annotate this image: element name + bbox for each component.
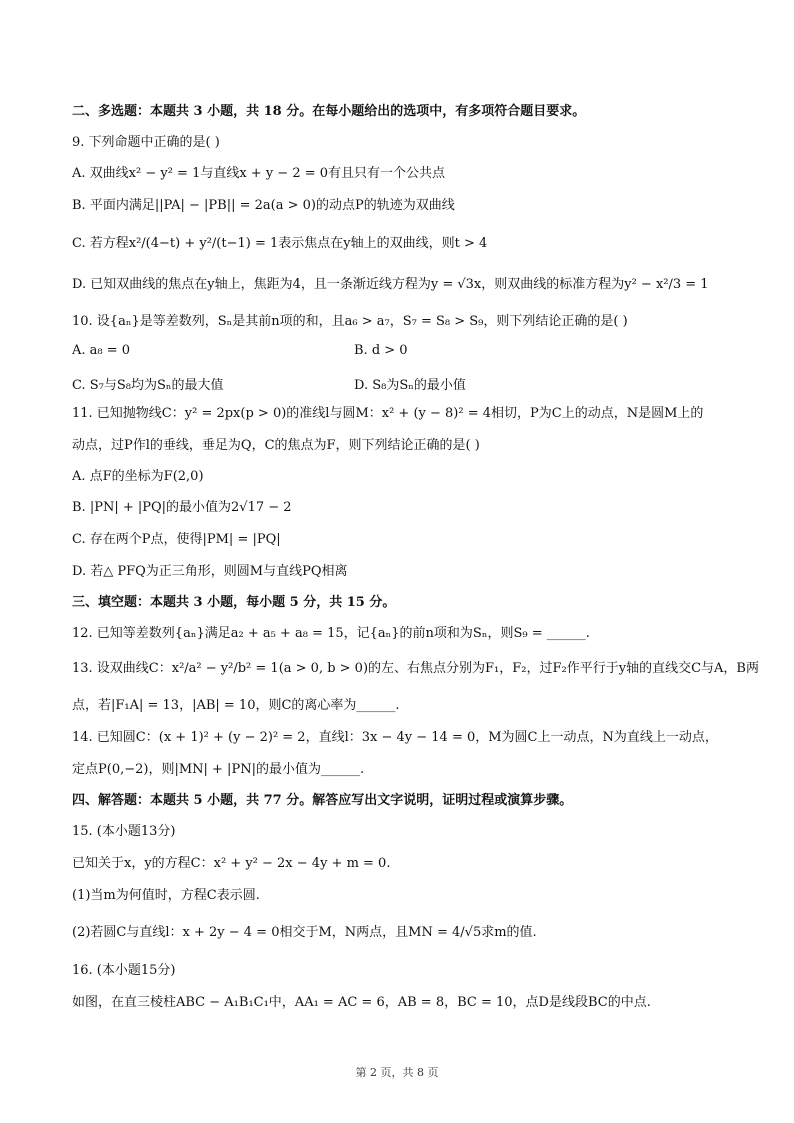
section-heading-multiple-choice: 二、多选题：本题共 3 小题，共 18 分。在每小题给出的选项中，有多项符合题目要求。 (72, 104, 586, 119)
question-11-stem-line-1: 11. 已知抛物线C：y² = 2px(p > 0)的准线l与圆M：x² + (y − 8)² = 4相切，P为C上的动点，N是圆M上的 (72, 406, 704, 421)
question-11-option-b: B. |PN| + |PQ|的最小值为2√17 − 2 (72, 500, 292, 515)
question-15-part-2: (2)若圆C与直线l：x + 2y − 4 = 0相交于M，N两点，且MN = 4/√5求m的值. (72, 925, 537, 940)
question-15-part-1: (1)当m为何值时，方程C表示圆. (72, 888, 260, 903)
question-15-stem: 已知关于x，y的方程C：x² + y² − 2x − 4y + m = 0. (72, 856, 391, 871)
question-13-line-1: 13. 设双曲线C：x²/a² − y²/b² = 1(a > 0, b > 0)的左、右焦点分别为F₁，F₂，过F₂作平行于y轴的直线交C与A，B两 (72, 661, 759, 676)
question-10-option-a: A. a₈ = 0 (72, 343, 131, 358)
question-10-option-c: C. S₇与S₈均为Sₙ的最大值 (72, 378, 224, 393)
question-11-option-a: A. 点F的坐标为F(2,0) (72, 469, 204, 484)
question-9-option-a: A. 双曲线x² − y² = 1与直线x + y − 2 = 0有且只有一个公共点 (72, 166, 446, 181)
question-16-stem: 如图，在直三棱柱ABC − A₁B₁C₁中，AA₁ = AC = 6，AB = 8，BC = 10，点D是线段BC的中点. (72, 995, 651, 1010)
question-11-option-d: D. 若△ PFQ为正三角形，则圆M与直线PQ相离 (72, 564, 348, 579)
question-10-options-row-1 (72, 343, 732, 363)
question-15-header: 15. (本小题13分) (72, 824, 176, 839)
section-heading-free-response: 四、解答题：本题共 5 小题，共 77 分。解答应写出文字说明，证明过程或演算步骤。 (72, 793, 573, 808)
question-9-stem: 9. 下列命题中正确的是( ) (72, 135, 220, 150)
page-footer: 第 2 页，共 8 页 (355, 1066, 439, 1079)
question-9-option-d: D. 已知双曲线的焦点在y轴上，焦距为4，且一条渐近线方程为y = √3x，则双曲线的标准方程为y² − x²/3 = 1 (72, 277, 709, 292)
question-10-option-b: B. d > 0 (354, 343, 408, 358)
question-14-line-1: 14. 已知圆C：(x + 1)² + (y − 2)² = 2，直线l：3x − 4y − 14 = 0，M为圆C上一动点，N为直线上一动点， (72, 730, 718, 745)
question-11-stem-line-2: 动点，过P作l的垂线，垂足为Q，C的焦点为F，则下列结论正确的是( ) (72, 438, 480, 453)
question-9-option-b: B. 平面内满足||PA| − |PB|| = 2a(a > 0)的动点P的轨迹为双曲线 (72, 198, 455, 213)
question-11-option-c: C. 存在两个P点，使得|PM| = |PQ| (72, 532, 281, 547)
question-10-options-row-2 (72, 374, 732, 394)
question-14-line-2: 定点P(0,−2)，则|MN| + |PN|的最小值为______. (72, 762, 365, 777)
section-heading-fill-in: 三、填空题：本题共 3 小题，每小题 5 分，共 15 分。 (72, 595, 396, 610)
question-10-stem: 10. 设{aₙ}是等差数列，Sₙ是其前n项的和，且a₆ > a₇，S₇ = S₈ > S₉，则下列结论正确的是( ) (72, 314, 628, 329)
question-12: 12. 已知等差数列{aₙ}满足a₂ + a₅ + a₈ = 15，记{aₙ}的前n项和为Sₙ，则S₉ = ______. (72, 626, 590, 641)
question-13-line-2: 点，若|F₁A| = 13，|AB| = 10，则C的离心率为______. (72, 698, 400, 713)
question-16-header: 16. (本小题15分) (72, 963, 176, 978)
question-10-option-d: D. S₈为Sₙ的最小值 (354, 378, 466, 393)
question-9-option-c: C. 若方程x²/(4−t) + y²/(t−1) = 1表示焦点在y轴上的双曲线，则t > 4 (72, 236, 488, 251)
